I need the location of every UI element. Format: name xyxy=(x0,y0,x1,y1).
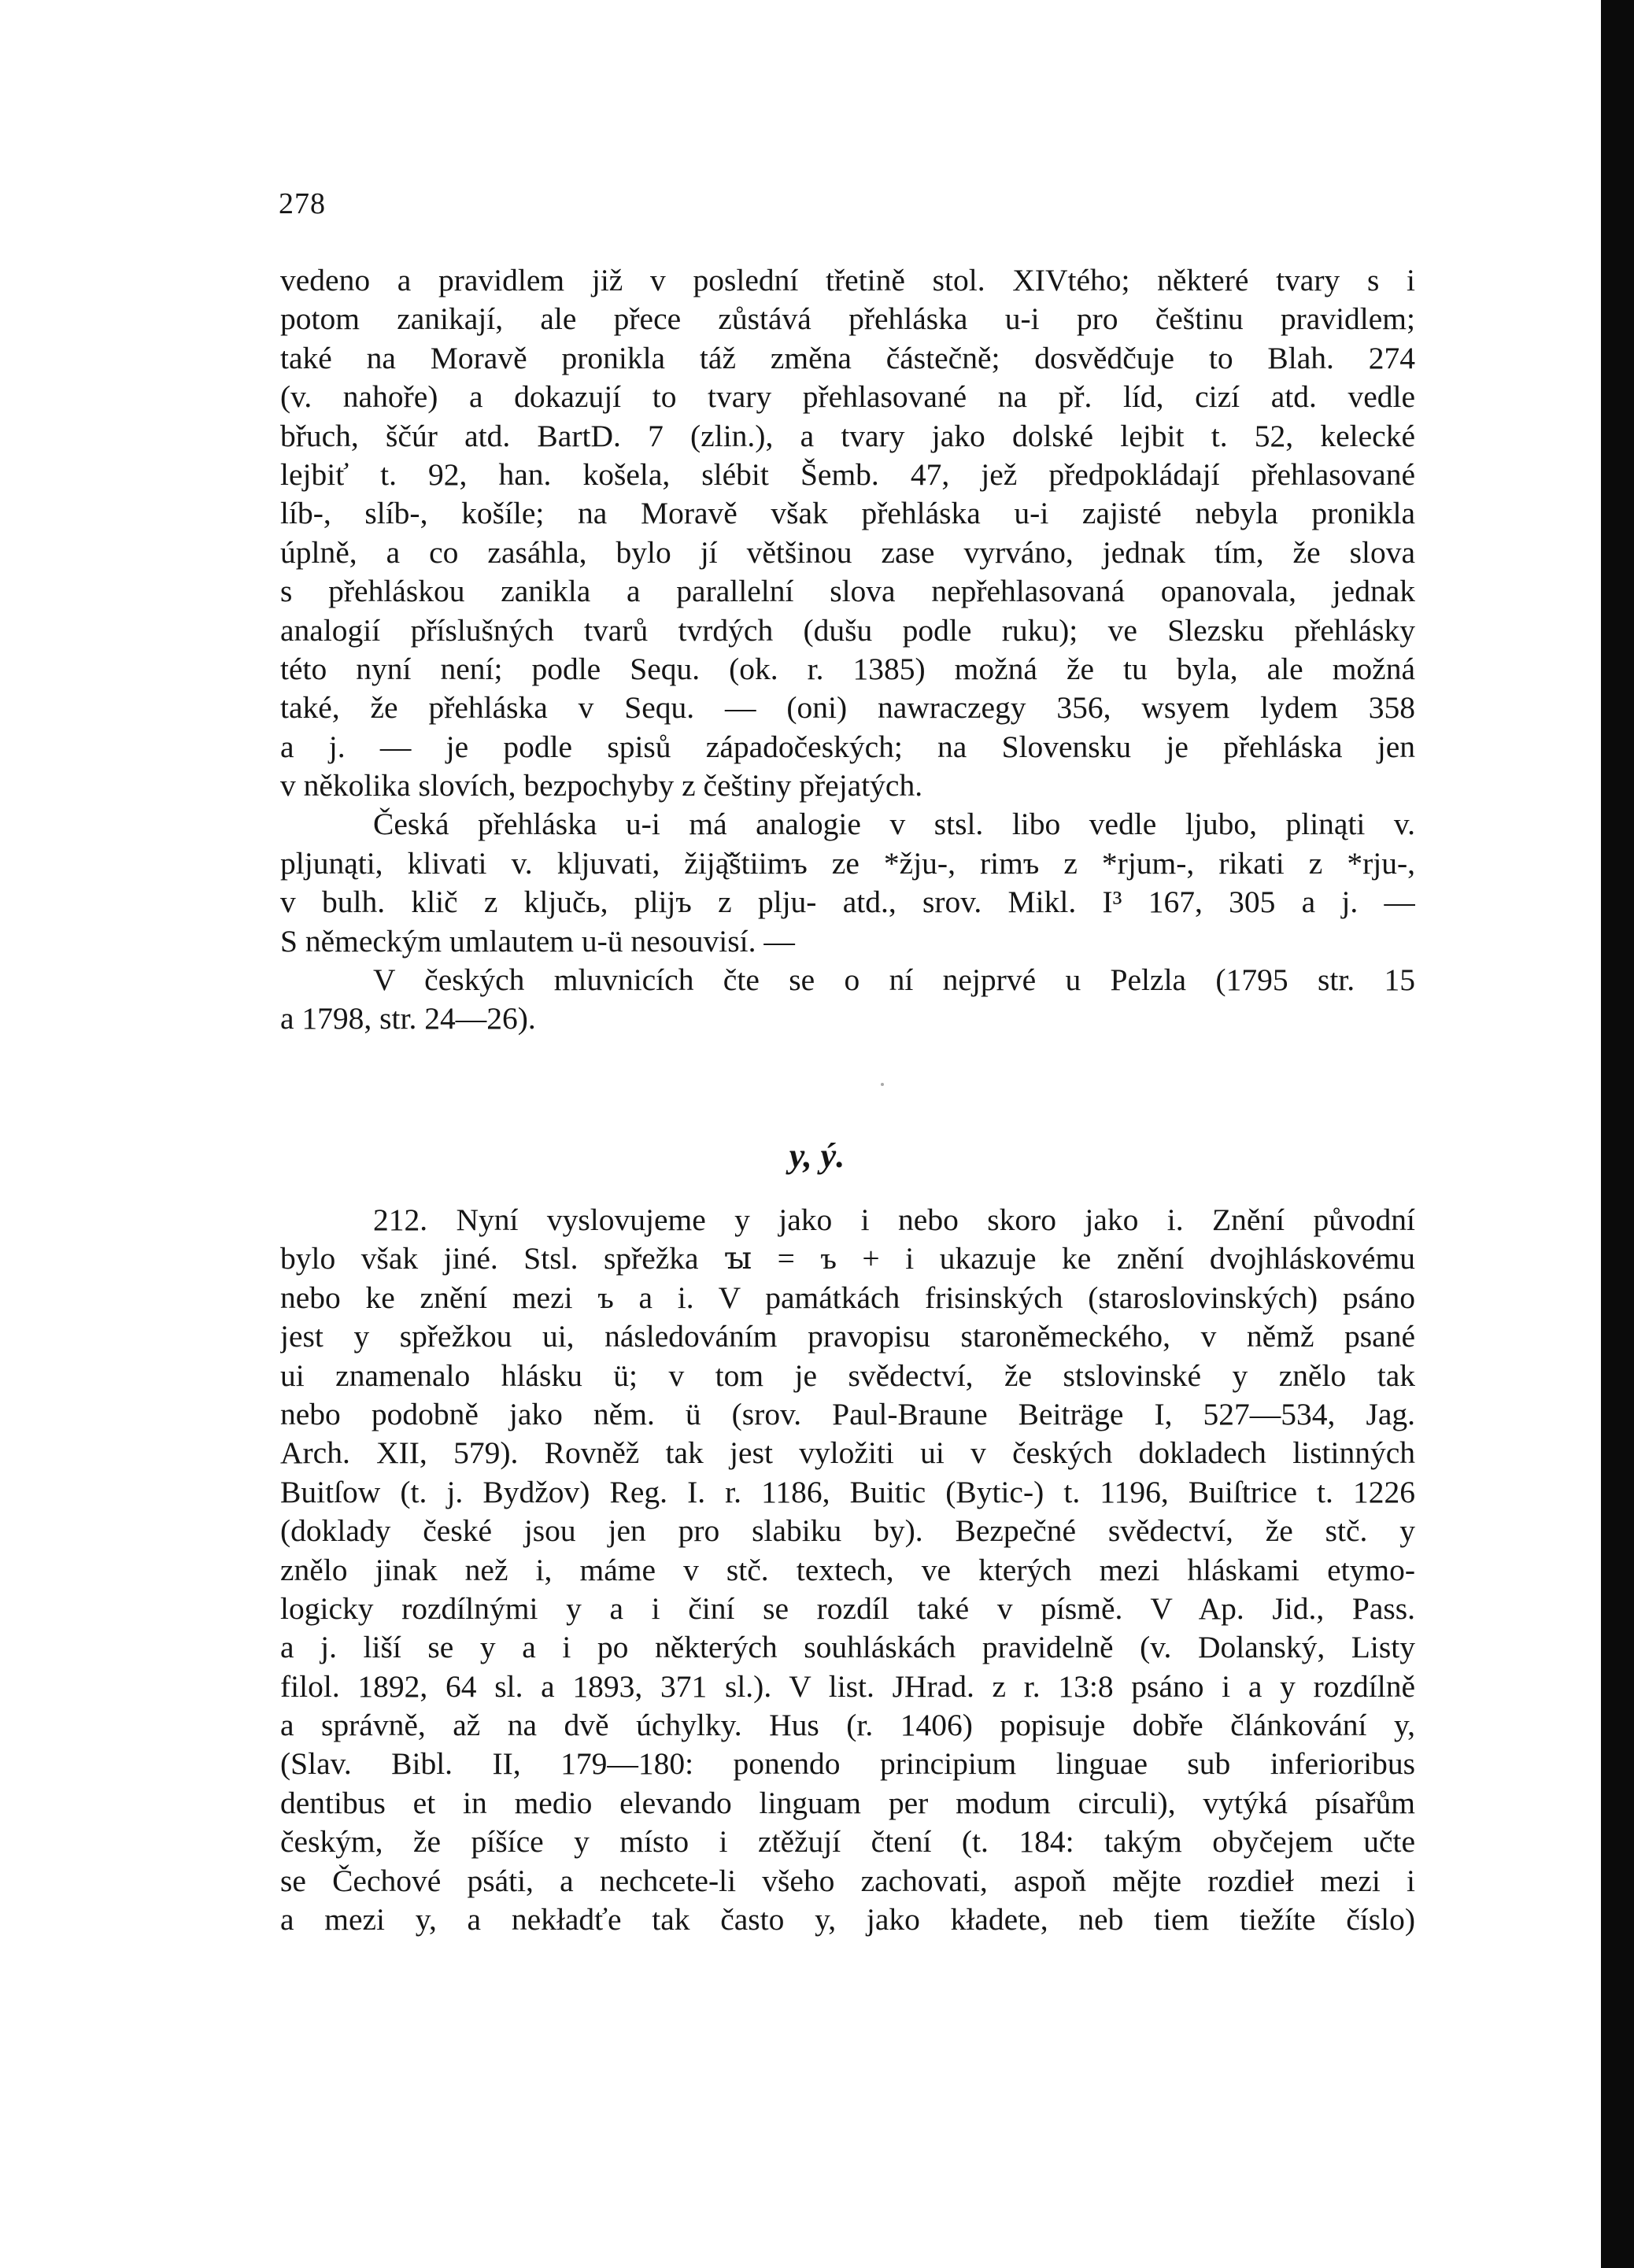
text-line: znělo jinak než i, máme v stč. textech, ve kterých mezi hláskami etymo- xyxy=(280,1552,1415,1587)
text-line: vedeno a pravidlem již v poslední třetině stol. XIVtého; některé tvary s i xyxy=(280,263,1415,297)
text-line: bylo však jiné. Stsl. spřežka ꙑ = ъ + i ukazuje ke znění dvojhláskovému xyxy=(280,1241,1415,1276)
text-line: potom zanikají, ale přece zůstává přehláska u-i pro češtinu pravidlem; xyxy=(280,301,1415,337)
text-line: jest y spřežkou ui, následováním pravopisu staroněmeckého, v němž psané xyxy=(280,1319,1415,1354)
text-line: analogií příslušných tvarů tvrdých (dušu podle ruku); ve Slezsku přehlásky xyxy=(280,612,1415,648)
text-line: (v. nahoře) a dokazují to tvary přehlasované na př. líd, cizí atd. vedle xyxy=(280,379,1415,415)
text-line: Česká přehláska u-i má analogie v stsl. libo vedle ljubo, plinąti v. xyxy=(373,807,1415,842)
text-line: a mezi y, a nekładťe tak často y, jako kładete, neb tiem tiežíte číslo) xyxy=(280,1902,1415,1937)
text-line: českým, že píšíce y místo i ztěžují čtení (t. 184: takým obyčejem učte xyxy=(280,1824,1415,1860)
section-heading: y, ý. xyxy=(789,1136,845,1175)
text-line: s přehláskou zanikla a parallelní slova nepřehlasovaná opanovala, jednak xyxy=(280,574,1415,609)
text-line: Arch. XII, 579). Rovněž tak jest vyložiti ui v českých dokladech listinných xyxy=(280,1435,1415,1471)
text-line: a správně, až na dvě úchylky. Hus (r. 1406) popisuje dobře článkování y, xyxy=(280,1708,1415,1743)
paragraph-umlaut-continuation xyxy=(280,261,1415,1039)
scan-speck xyxy=(881,1083,884,1086)
text-line: břuch, ščúr atd. BartD. 7 (zlin.), a tvary jako dolské lejbit t. 52, kelecké xyxy=(280,418,1415,453)
text-line: také, že přehláska v Sequ. — (oni) nawraczegy 356, wsyem lydem 358 xyxy=(280,690,1415,726)
text-line: v bulh. klič z ključь, plijъ z plju- atd., srov. Mikl. I³ 167, 305 a j. — xyxy=(280,885,1415,920)
text-line: a j. — je podle spisů západočeských; na Slovensku je přehláska jen xyxy=(280,729,1415,764)
text-line: úplně, a co zasáhla, bylo jí většinou zase vyrváno, jednak tím, že slova xyxy=(280,534,1415,570)
text-line: filol. 1892, 64 sl. a 1893, 371 sl.). V list. JHrad. z r. 13:8 psáno i a y rozdílně xyxy=(280,1668,1415,1704)
text-line: V českých mluvnicích čte se o ní nejprvé u Pelzla (1795 str. 15 xyxy=(373,962,1415,998)
text-line: (Slav. Bibl. II, 179—180: ponendo principium linguae sub inferioribus xyxy=(280,1746,1415,1782)
text-line: S německým umlautem u-ü nesouvisí. — xyxy=(280,923,795,959)
text-line: dentibus et in medio elevando linguam per modum circuli), vytýká písařům xyxy=(280,1785,1415,1820)
text-line: líb-, slíb-, košíle; na Moravě však přehláska u-i zajisté nebyla pronikla xyxy=(280,496,1415,531)
text-line: nebo podobně jako něm. ü (srov. Paul-Braune Beiträge I, 527—534, Jag. xyxy=(280,1396,1415,1431)
text-line: pljunąti, klivati v. kljuvati, žiją̌štiimъ ze *žju-, rimъ z *rjum-, rikati z *rju-, xyxy=(280,845,1415,881)
text-line: lejbiť t. 92, han. košela, slébit Šemb. 47, jež předpokládají přehlasované xyxy=(280,456,1415,492)
text-line: (doklady české jsou jen pro slabiku by). Bezpečné svědectví, že stč. y xyxy=(280,1513,1415,1549)
page-number: 278 xyxy=(279,187,326,220)
text-line: a 1798, str. 24—26). xyxy=(280,1001,536,1036)
text-line: v několika slovích, bezpochyby z češtiny přejatých. xyxy=(280,768,923,803)
text-line: také na Moravě pronikla táž změna částečně; dosvědčuje to Blah. 274 xyxy=(280,340,1415,375)
text-line: 212. Nyní vyslovujeme y jako i nebo skoro jako i. Znění původní xyxy=(373,1202,1415,1237)
text-line: logicky rozdílnými y a i činí se rozdíl také v písmě. V Ap. Jid., Pass. xyxy=(280,1590,1415,1626)
text-line: a j. liší se y a i po některých souhláskách pravidelně (v. Dolanský, Listy xyxy=(280,1630,1415,1665)
paragraph-212 xyxy=(280,1201,1415,1939)
text-line: Buitſow (t. j. Bydžov) Reg. I. r. 1186, Buitic (Bytic-) t. 1196, Buiſtrice t. 1226 xyxy=(280,1474,1415,1509)
text-line: ui znamenalo hlásku ü; v tom je svědectví, že stslovinské y znělo tak xyxy=(280,1357,1415,1393)
text-line: se Čechové psáti, a nechcete-li všeho zachovati, aspoň mějte rozdieł mezi i xyxy=(280,1863,1415,1898)
text-line: této nyní není; podle Sequ. (ok. r. 1385) možná že tu byla, ale možná xyxy=(280,651,1415,686)
text-line: nebo ke znění mezi ъ a i. V památkách frisinských (staroslovinských) psáno xyxy=(280,1280,1415,1315)
